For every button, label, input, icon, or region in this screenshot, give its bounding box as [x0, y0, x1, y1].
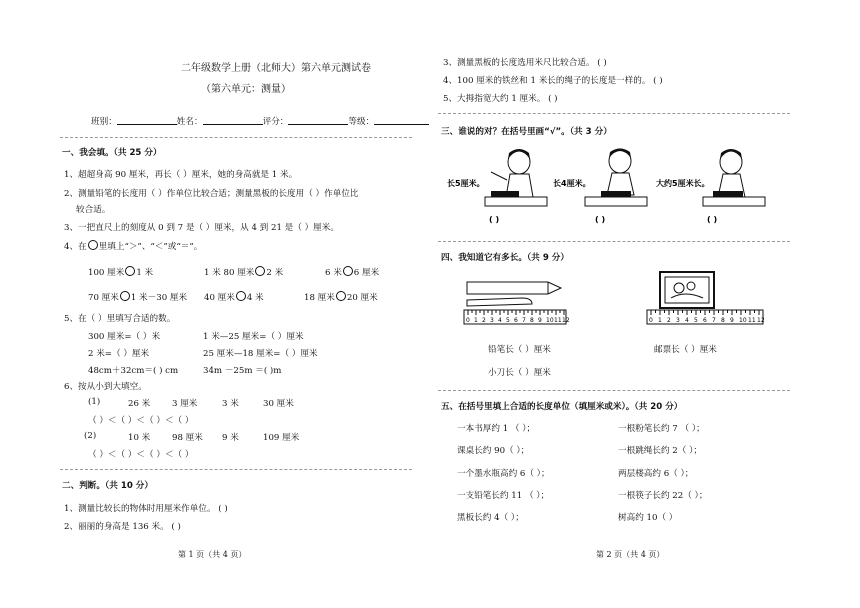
ruler-number: 4	[498, 317, 502, 324]
pencil-icon	[467, 282, 561, 294]
ruler-number: 5	[506, 317, 510, 324]
order-item: 3 厘米	[172, 399, 198, 409]
divider	[438, 241, 790, 242]
question-1-2-cont: 较合适。	[76, 205, 111, 215]
divider	[60, 469, 412, 470]
ruler-number: 3	[490, 317, 494, 324]
kid-2-figure	[585, 149, 647, 207]
speech-bubble: 长4厘米。	[553, 179, 591, 188]
ruler-number: 8	[530, 317, 534, 324]
name-label: 姓名：	[176, 117, 203, 127]
unit-item: 课桌长约 90（ ）；	[457, 446, 530, 456]
measuring-kids-illustration	[445, 142, 785, 232]
class-blank[interactable]	[117, 124, 177, 125]
judge-item: 4、100 厘米的铁丝和 1 米长的绳子的长度是一样的。 ( )	[443, 76, 663, 86]
section-1-heading: 一、我会填。（共 25 分）	[62, 148, 162, 158]
unit-item: 一支铅笔长约 11 （ ）；	[457, 491, 550, 501]
order-label: (1)	[88, 397, 101, 407]
fill-item: 25 厘米—18 厘米=（ ）厘米	[203, 349, 318, 359]
pencil-ruler-figure	[462, 270, 572, 332]
grade-label: 等级：	[348, 117, 375, 127]
ruler-number: 12	[562, 317, 570, 324]
section-2-heading: 二、判断。（共 10 分）	[62, 481, 153, 491]
order-item: 26 米	[128, 399, 151, 409]
order-label: (2)	[84, 431, 97, 441]
unit-item: 一根筷子长约 22（ ）；	[618, 491, 708, 501]
compare-circle-icon[interactable]	[236, 291, 246, 301]
ruler-number: 2	[482, 317, 486, 324]
question-1-5: 5、在（ ）里填写合适的数。	[64, 314, 176, 324]
ruler-number: 1	[474, 317, 478, 324]
order-item: 30 厘米	[263, 399, 294, 409]
ruler-number: 11	[748, 317, 756, 324]
unit-item: 一本书厚约 1 （ ）；	[457, 424, 536, 434]
fill-item: 48cm＋32cm＝( ) cm	[88, 366, 179, 376]
compare-circle-icon[interactable]	[120, 291, 130, 301]
ruler-number: 0	[649, 317, 653, 324]
unit-item: 一根粉笔长约 7 （ ）；	[618, 424, 705, 434]
name-blank[interactable]	[203, 124, 263, 125]
score-label: 评分：	[262, 117, 289, 127]
compare-circle-icon[interactable]	[343, 266, 353, 276]
ruler-number: 7	[712, 317, 716, 324]
compare-item: 6 米 6 厘米	[325, 268, 380, 278]
speech-bubble: 大约5厘米长。	[656, 179, 710, 188]
answer-bracket[interactable]: ( )	[707, 215, 718, 224]
order-item: 3 米	[222, 399, 239, 409]
fill-item: 2 米=（ ）厘米	[88, 349, 150, 359]
knife-icon	[467, 298, 532, 306]
kid-1-figure	[485, 149, 547, 206]
ruler-number: 10	[546, 317, 554, 324]
answer-bracket[interactable]: ( )	[489, 215, 500, 224]
student-info-line	[91, 115, 429, 127]
question-1-3: 3、一把直尺上的刻度从 0 到 7 是（ ）厘米，从 4 到 21 是（ ）厘米。	[64, 223, 339, 233]
question-1-4: 4、在 里填上“＞”、“＜”或“＝”。	[64, 242, 203, 252]
section-5-heading: 五、在括号里填上合适的长度单位（填厘米或米）。（共 20 分）	[441, 402, 683, 412]
order-item: 9 米	[222, 433, 239, 443]
judge-item: 1、测量比较长的物体时用厘米作单位。 ( )	[64, 504, 228, 514]
judge-item: 3、测量黑板的长度选用米尺比较合适。 ( )	[443, 58, 607, 68]
kid-3-figure	[703, 149, 765, 206]
ruler-number: 7	[522, 317, 526, 324]
divider	[438, 113, 790, 114]
question-1-2: 2、测量铅笔的长度用（ ）作单位比较合适；测量黑板的长度用（ ）作单位比	[64, 189, 359, 199]
compare-circle-icon[interactable]	[336, 291, 346, 301]
compare-item: 1 米 80 厘米 2 米	[204, 268, 284, 278]
unit-item: 黑板长约 4（ ）；	[457, 513, 524, 523]
ruler-number: 4	[685, 317, 689, 324]
unit-item: 一个墨水瓶高约 6（ ）；	[457, 469, 550, 479]
ruler-number: 10	[739, 317, 747, 324]
compare-item: 18 厘米 20 厘米	[304, 293, 378, 303]
ruler-icon	[585, 197, 647, 206]
score-blank[interactable]	[288, 124, 348, 125]
measure-answer: 铅笔长（ ）厘米	[488, 345, 551, 355]
judge-item: 5、大拇指宽大约 1 厘米。 ( )	[443, 94, 558, 104]
compare-circle-icon[interactable]	[255, 266, 265, 276]
ruler-icon	[703, 197, 765, 206]
ruler-number: 9	[730, 317, 734, 324]
compare-item: 70 厘米 1 米－30 厘米	[88, 293, 188, 303]
ruler-number: 1	[658, 317, 662, 324]
section-3-heading: 三、谁说的对？在括号里画“√”。（共 3 分）	[441, 127, 612, 137]
ruler-number: 6	[514, 317, 518, 324]
fill-item: 34m －25m ＝( )m	[203, 366, 282, 376]
question-1-1: 1、超超身高 90 厘米，再长（ ）厘米，她的身高就是 1 米。	[64, 170, 298, 180]
order-item: 10 米	[128, 433, 151, 443]
ruler-number: 3	[676, 317, 680, 324]
divider	[438, 390, 790, 391]
page-footer: 第 2 页（共 4 页）	[596, 550, 665, 559]
order-blanks[interactable]: （ ）＜（ ）＜（ ）＜（ ）	[88, 450, 194, 460]
page-subtitle: （第六单元：测量）	[201, 84, 291, 95]
class-label: 班别：	[91, 117, 117, 127]
ruler-number: 2	[667, 317, 671, 324]
order-item: 109 厘米	[263, 433, 300, 443]
measure-answer: 邮票长（ ）厘米	[654, 345, 717, 355]
page-footer: 第 1 页（共 4 页）	[178, 550, 247, 559]
question-1-6: 6、按从小到大填空。	[64, 382, 147, 392]
compare-circle-icon[interactable]	[125, 266, 135, 276]
ruler-number: 6	[703, 317, 707, 324]
grade-blank[interactable]	[374, 124, 429, 125]
order-blanks[interactable]: （ ）＜（ ）＜（ ）＜（ ）	[88, 416, 194, 426]
ruler-number: 11	[554, 317, 562, 324]
unit-item: 树高约 10（ ）	[618, 513, 678, 523]
ruler-number: 8	[721, 317, 725, 324]
stamp-ruler-figure	[645, 268, 765, 332]
measure-answer: 小刀长（ ）厘米	[488, 368, 551, 378]
unit-item: 两层楼高约 6（ ）；	[618, 469, 694, 479]
compare-item: 100 厘米 1 米	[88, 268, 154, 278]
compare-circle-icon	[88, 240, 98, 250]
section-4-heading: 四、我知道它有多长。（共 9 分）	[441, 253, 569, 263]
ruler-number: 0	[466, 317, 470, 324]
fill-item: 1 米—25 厘米=（ ）厘米	[203, 332, 304, 342]
compare-item: 40 厘米 4 米	[204, 293, 264, 303]
speech-bubble: 长5厘米。	[447, 179, 485, 188]
ruler-number: 12	[757, 317, 765, 324]
order-item: 98 厘米	[172, 433, 203, 443]
fill-item: 300 厘米=（ ）米	[88, 332, 161, 342]
ruler-number: 9	[538, 317, 542, 324]
ruler-number: 5	[694, 317, 698, 324]
page-title: 二年级数学上册（北师大）第六单元测试卷	[181, 63, 371, 74]
divider	[60, 137, 412, 138]
ruler-icon	[485, 197, 547, 206]
answer-bracket[interactable]: ( )	[595, 215, 606, 224]
judge-item: 2、丽丽的身高是 136 米。 ( )	[64, 522, 181, 532]
unit-item: 一根跳绳长约 2（ ）；	[618, 446, 702, 456]
